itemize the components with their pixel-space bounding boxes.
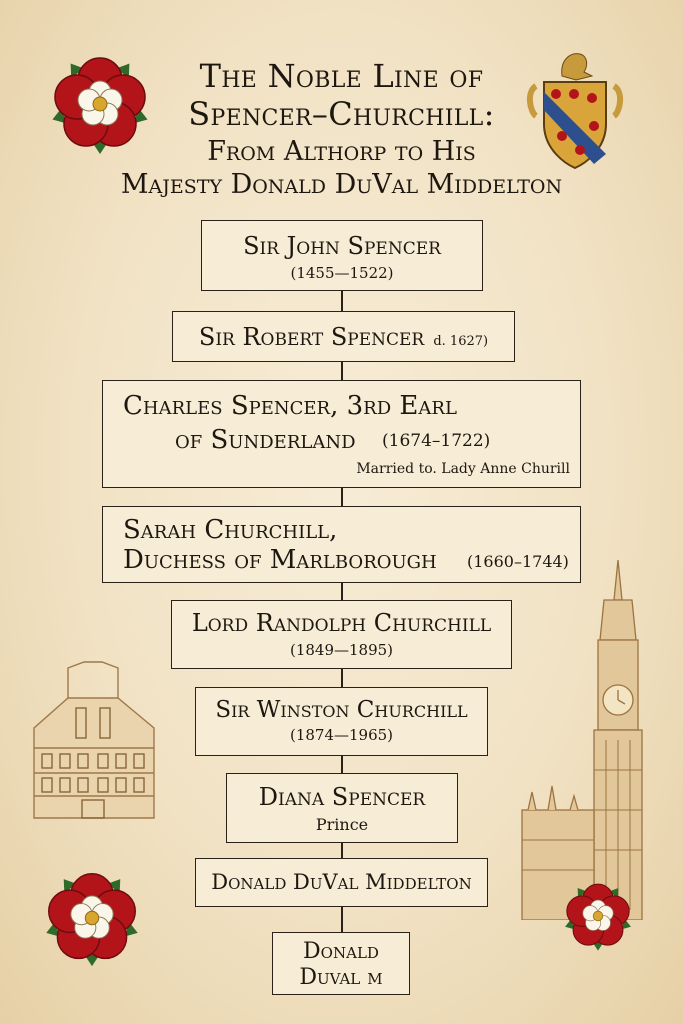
connector-line	[341, 907, 343, 932]
node-dates: (1455—1522)	[290, 263, 394, 282]
node-name-line-1: Charles Spencer, 3rd Earl	[123, 391, 457, 421]
node-name-line-1: Donald	[303, 939, 379, 964]
connector-line	[341, 488, 343, 506]
title-line-4: Majesty Donald DuVal Middelton	[120, 169, 563, 201]
connector-line	[341, 583, 343, 600]
node-note: Married to. Lady Anne Churill	[356, 461, 570, 477]
node-dates: (1660–1744)	[467, 552, 569, 571]
connector-line	[341, 669, 343, 687]
tudor-rose-icon	[48, 52, 152, 156]
node-name: Sir John Spencer	[243, 232, 441, 260]
tree-node-robert-spencer	[172, 311, 515, 362]
connector-line	[341, 291, 343, 311]
node-name: Sir Robert Spencer	[198, 323, 425, 351]
tudor-rose-icon	[562, 880, 634, 952]
node-name: Lord Randolph Churchill	[191, 609, 492, 637]
node-dates: (1674–1722)	[382, 431, 491, 451]
title-line-2: Spencer–Churchill:	[188, 94, 495, 133]
node-name: Donald DuVal Middelton	[211, 870, 472, 894]
tree-node-sarah-churchill	[102, 506, 581, 583]
big-ben-illustration-icon	[518, 560, 678, 920]
building-illustration-icon	[28, 658, 160, 830]
connector-line	[341, 362, 343, 380]
tree-node-randolph-churchill	[171, 600, 512, 669]
node-name: Diana Spencer	[258, 783, 426, 811]
node-name-line-2: of Sunderland	[175, 425, 356, 455]
node-name-line-2: Duval m	[299, 965, 383, 991]
node-name-line-1: Sarah Churchill,	[123, 515, 338, 545]
tree-node-charles-spencer	[102, 380, 581, 488]
tree-node-diana-spencer	[226, 773, 458, 843]
node-name: Sir Winston Churchill	[215, 697, 468, 723]
tree-node-donald-duval-m	[272, 932, 410, 995]
tree-node-donald-duval-middelton	[195, 858, 488, 907]
title-line-1: The Noble Line of	[199, 57, 484, 95]
coat-of-arms-icon	[522, 46, 628, 174]
node-subtitle: Prince	[315, 814, 369, 834]
node-dates: (1849—1895)	[289, 640, 394, 659]
node-name-line-2: Duchess of Marlborough	[123, 545, 437, 575]
tree-node-winston-churchill	[195, 687, 488, 756]
tudor-rose-icon	[42, 868, 142, 968]
connector-line	[341, 756, 343, 773]
node-dates: d. 1627)	[433, 334, 489, 349]
tree-node-john-spencer	[201, 220, 483, 291]
connector-line	[341, 843, 343, 858]
title-line-3: From Althorp to His	[207, 135, 476, 167]
node-dates: (1874—1965)	[289, 726, 394, 745]
